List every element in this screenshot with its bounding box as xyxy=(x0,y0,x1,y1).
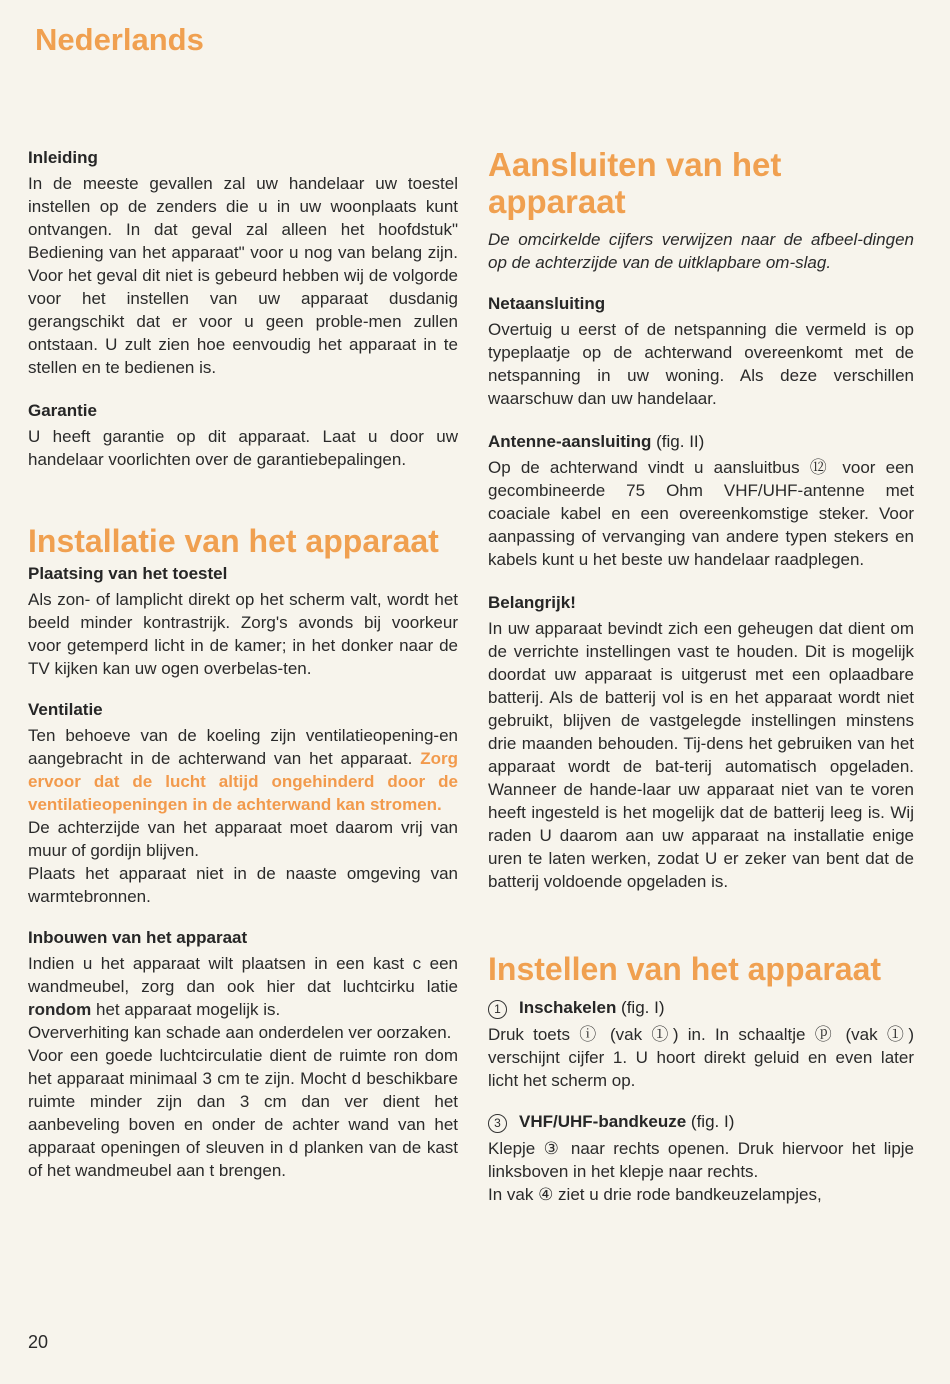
inschakelen-text: Druk toets ⓘ (vak ①) in. In schaaltje ⓟ (vak ①) verschijnt cijfer 1. U hoort direkt geluid en even later licht het scherm op. xyxy=(488,1025,914,1090)
bandkeuze-title xyxy=(519,1112,734,1132)
inschakelen-fig: (fig. I) xyxy=(616,998,665,1017)
instellen-heading: Instellen van het apparaat xyxy=(488,951,882,987)
inbouwen-text-1a: Indien u het apparaat wilt plaatsen in een kast c een wandmeubel, zorg dan ook hier dat luchtcirku latie xyxy=(28,954,458,996)
belangrijk-text: In uw apparaat bevindt zich een geheugen dat dient om de verrichte instellingen vast te houden. Dit is mogelijk doordat uw apparaat is uitgerust met een oplaadbare batterij. Als de batterij vol is en het apparaat wordt niet gebruikt, blijven de vastgelegde instellingen minstens drie maanden behouden. Tij-dens het gebruiken van het apparaat wordt de bat-terij automatisch opgeladen. Wanneer de hande-laar uw apparaat niet van te voren heeft ingesteld is het mogelijk dat de batterij leeg is. Wij raden U daarom aan uw apparaat na installatie enige uren te laten werken, zodat U er zeker van bent dat de batterij voldoende opgeladen is. xyxy=(488,619,914,891)
antenne-text: Op de achterwand vindt u aansluitbus ⑫ voor een gecombineerde 75 Ohm VHF/UHF-antenne met coaciale kabel en een overeenkomstige steker. Voor aanpassing of vervanging van andere typen stekers en kabels kunt u het beste uw handelaar raadplegen. xyxy=(488,458,914,569)
plaatsing-text: Als zon- of lamplicht direkt op het scherm valt, wordt het beeld minder kontrastrijk. Zorg's avonds bij voorkeur voor getemperd licht in de kamer; in het donker naar de TV kijken kan uw ogen overbelas-ten. xyxy=(28,590,458,678)
inleiding-title: Inleiding xyxy=(28,148,98,167)
page-number: 20 xyxy=(28,1332,49,1352)
bandkeuze-text-1: Klepje ③ naar rechts openen. Druk hiervoor het lipje linksboven in het klepje naar rechts. xyxy=(488,1139,914,1181)
ventilatie-text-3: Plaats het apparaat niet in de naaste omgeving van warmtebronnen. xyxy=(28,864,458,906)
garantie-text: U heeft garantie op dit apparaat. Laat u door uw handelaar voorlichten over de garantiebepalingen. xyxy=(28,427,458,469)
belangrijk-title: Belangrijk! xyxy=(488,593,576,612)
ventilatie-title: Ventilatie xyxy=(28,700,103,719)
inbouwen-title: Inbouwen van het apparaat xyxy=(28,928,248,947)
bandkeuze-fig: (fig. I) xyxy=(686,1112,735,1131)
garantie-title: Garantie xyxy=(28,401,97,420)
inleiding-text: In de meeste gevallen zal uw handelaar uw toestel instellen op de zenders die u in uw woonplaats kunt ontvangen. In dat geval zal alleen het hoofdstuk" Bediening van het apparaat" voor u nog van belang zijn. Voor het geval dit niet is gebeurd hebben wij de volgorde voor het instellen van uw apparaat dusdanig gerangschikt dat er voor u geen proble-men zullen ontstaan. U zult zien hoe eenvoudig het apparaat in te stellen en te bedienen is. xyxy=(28,174,458,377)
inschakelen-title xyxy=(519,998,665,1018)
instellen-item-3 xyxy=(488,1112,914,1133)
inbouwen-bold: rondom xyxy=(28,1000,92,1019)
circled-number-3: 3 xyxy=(488,1114,507,1133)
left-column xyxy=(28,148,458,1182)
bandkeuze-text-2: In vak ④ ziet u drie rode bandkeuzelampjes, xyxy=(488,1185,822,1204)
right-column xyxy=(488,146,914,1206)
inbouwen-text-1b: het apparaat mogelijk is. xyxy=(91,1000,281,1019)
inbouwen-text-2: Oververhiting kan schade aan onderdelen ver oorzaken. xyxy=(28,1023,452,1042)
page-language-title: Nederlands xyxy=(35,22,204,57)
antenne-title-text: Antenne-aansluiting xyxy=(488,432,652,451)
inbouwen-text-3: Voor een goede luchtcirculatie dient de ruimte ron dom het apparaat minimaal 3 cm te zijn. Mocht d beschikbare ruimte minder zijn dan 3 cm dan ver dient het aanbeveling boven en onder de achter wand van het apparaat openingen of sleuven in d planken van de kast of het wandmeubel aan t brengen. xyxy=(28,1046,458,1180)
netaansluiting-text: Overtuig u eerst of de netspanning die vermeld is op typeplaatje op de achterwand overeenkomt met de netspanning in uw woning. Als deze verschillen waarschuw dan uw handelaar. xyxy=(488,320,914,408)
circled-number-1: 1 xyxy=(488,1000,507,1019)
aansluiten-heading: Aansluiten van het apparaat xyxy=(488,146,782,220)
inschakelen-title-text: Inschakelen xyxy=(519,998,617,1017)
antenne-fig: (fig. II) xyxy=(651,432,705,451)
aansluiten-intro: De omcirkelde cijfers verwijzen naar de afbeel-dingen op de achterzijde van de uitklapbare om-slag. xyxy=(488,230,914,272)
ventilatie-highlight: Zorg ervoor dat de lucht altijd ongehinderd door de ventilatieopeningen in de achterwand kan stromen. xyxy=(28,749,458,814)
instellen-item-1 xyxy=(488,998,914,1019)
ventilatie-text xyxy=(28,724,458,816)
bandkeuze-title-text: VHF/UHF-bandkeuze xyxy=(519,1112,687,1131)
plaatsing-title: Plaatsing van het toestel xyxy=(28,564,228,583)
installatie-heading: Installatie van het apparaat xyxy=(28,523,439,559)
ventilatie-text-2: De achterzijde van het apparaat moet daarom vrij van muur of gordijn blijven. xyxy=(28,818,458,860)
ventilatie-text-1: Ten behoeve van de koeling zijn ventilatieopening-en aangebracht in de achterwand van het apparaat. xyxy=(28,726,458,768)
inbouwen-text-1 xyxy=(28,952,458,1021)
netaansluiting-title: Netaansluiting xyxy=(488,294,606,313)
antenne-title xyxy=(488,432,914,452)
